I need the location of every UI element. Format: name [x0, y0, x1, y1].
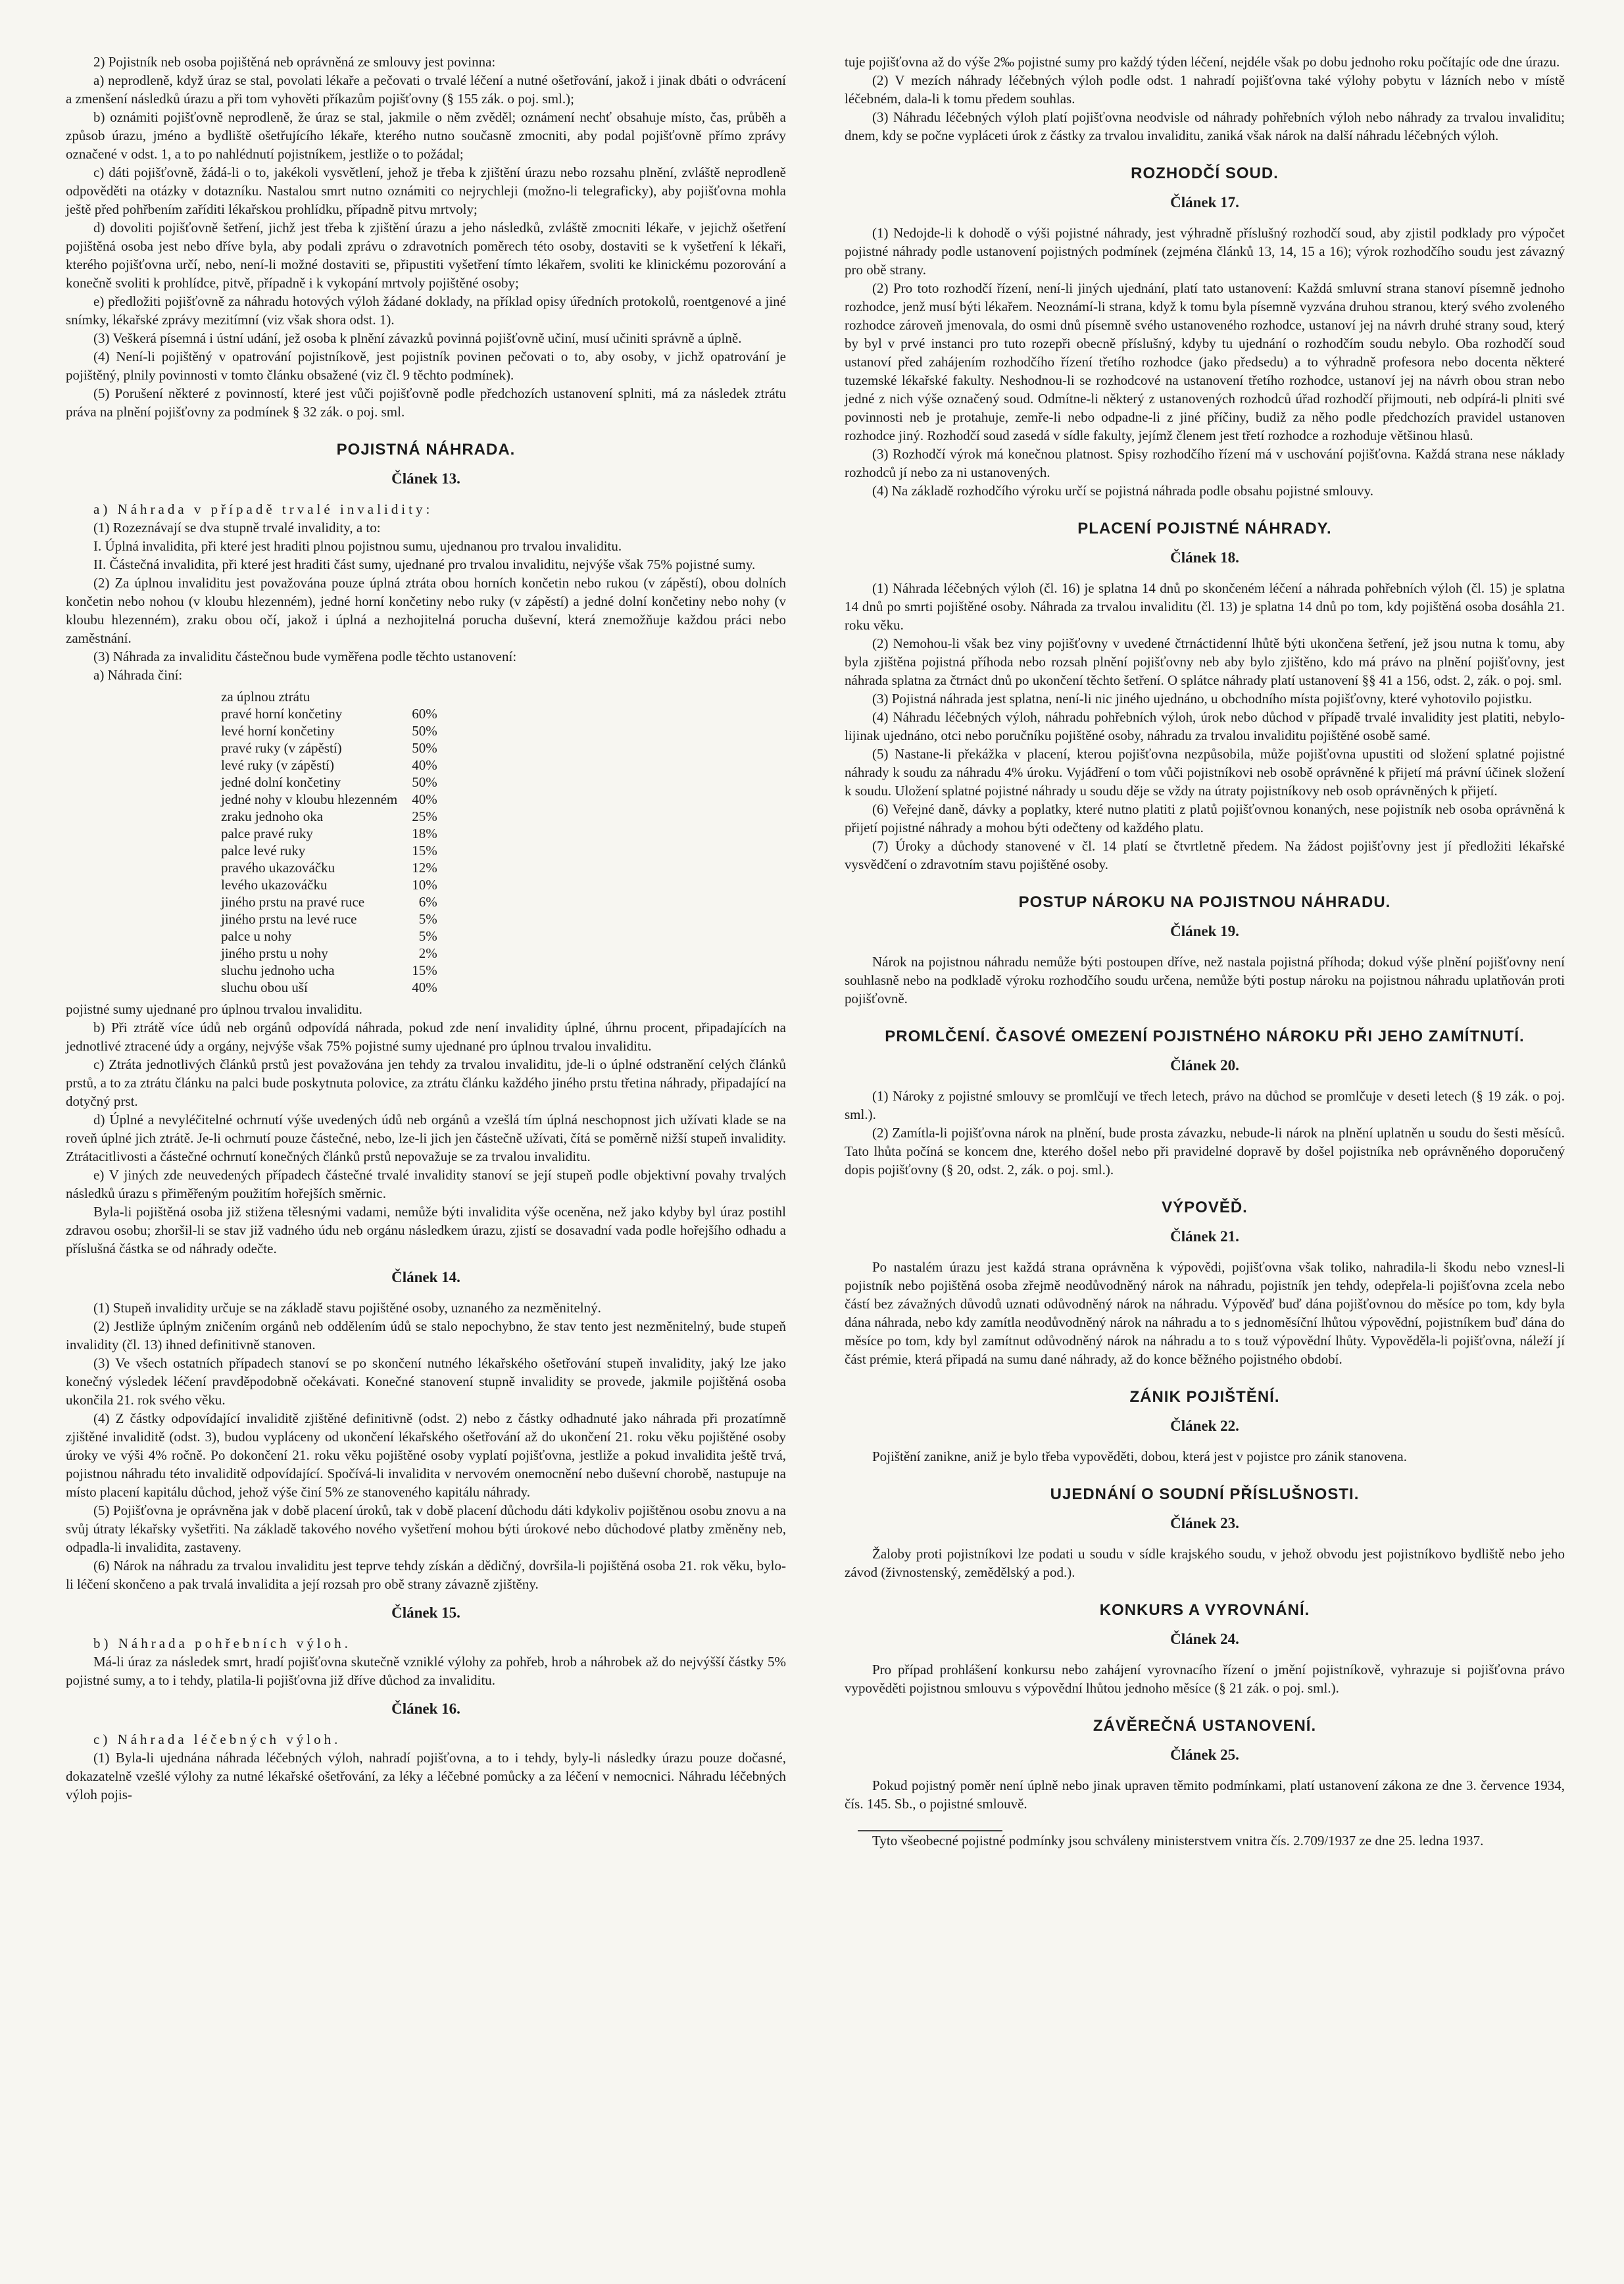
article-heading-25: Článek 25.	[1170, 1747, 1239, 1763]
table-row	[217, 705, 441, 722]
table-label: pravého ukazováčku	[221, 860, 335, 876]
table-row	[217, 739, 441, 757]
table-value: 12%	[412, 860, 437, 876]
paragraph: (1) Byla-li ujednána náhrada léčebných výloh, nahradí pojišťovna, a to i tehdy, byly-li následky úrazu pouze dočasné, dokazatelně vzešlé výlohy za nutné lékařské ošetřování, za léky a léčebné pomůcky a za léčení v nemocnici. Náhradu léčebných výloh pojis-	[66, 1750, 786, 1802]
article-heading-24: Článek 24.	[1170, 1631, 1239, 1647]
section-heading-postup-naroku: POSTUP NÁROKU NA POJISTNOU NÁHRADU.	[1018, 893, 1391, 911]
paragraph: 2) Pojistník neb osoba pojištěná neb oprávněná ze smlouvy jest povinna:	[93, 54, 496, 70]
table-value: 50%	[412, 723, 437, 739]
table-row	[217, 928, 441, 945]
table-label: jiného prstu u nohy	[221, 945, 328, 961]
paragraph: Žaloby proti pojistníkovi lze podati u soudu v sídle krajského soudu, v jehož obvodu jest pojistníkovo bydliště nebo jeho závod (živnostenský, zemědělský a pod.).	[845, 1546, 1565, 1580]
section-heading-konkurs: KONKURS A VYROVNÁNÍ.	[1099, 1601, 1310, 1619]
table-value: 40%	[412, 980, 437, 995]
table-row	[217, 876, 441, 893]
paragraph: (2) Jestliže úplným zničením orgánů neb oddělením údů se stalo nepochybno, že stav tento jest nezměnitelný, bude stupeň invalidity (čl. 13) ihned definitivně stanoven.	[66, 1318, 786, 1353]
section-heading-zaverecna: ZÁVĚREČNÁ USTANOVENÍ.	[1093, 1717, 1317, 1735]
table-value: 5%	[418, 911, 437, 927]
paragraph: d) Úplné a nevyléčitelné ochrnutí výše uvedených údů neb orgánů a vzešlá tím úplná neschopnost jich užívati klade se na roveň úplné jich ztrátě. Je-li ochrnutí pouze částečné, nebo, lze-li jich jen částečně užívati, čítá se poměrně nižší stupeň invalidity. Ztrátacitlivosti a částečné ochrnutí konečných článků prstů nepovažuje se za trvalou invaliditu.	[66, 1112, 786, 1164]
paragraph: e) V jiných zde neuvedených případech částečné trvalé invalidity stanoví se její stupeň podle objektivní povahy trvalých následků úrazu s přiměřeným použitím hořejších směrnic.	[66, 1167, 786, 1201]
paragraph: (6) Veřejné daně, dávky a poplatky, které nutno platiti z platů pojišťovnou konaných, nese pojistník neb osoba oprávněná k přijetí pojistné náhrady a mohou býti odečteny od každého platu.	[845, 801, 1565, 835]
article-heading-14: Článek 14.	[391, 1269, 460, 1285]
article-heading-21: Článek 21.	[1170, 1228, 1239, 1245]
table-label: pravé horní končetiny	[221, 706, 343, 722]
table-row	[217, 962, 441, 979]
table-row	[217, 722, 441, 739]
section-heading-rozhodci-soud: ROZHODČÍ SOUD.	[1131, 164, 1279, 182]
paragraph: tuje pojišťovna až do výše 2‰ pojistné sumy pro každý týden léčení, nejdéle však po dobu jednoho roku počítajíc ode dne úrazu.	[845, 54, 1560, 70]
paragraph: (1) Náhrada léčebných výloh (čl. 16) je splatna 14 dnů po skončeném léčení a náhrada pohřebních výloh (čl. 15) je splatna 14 dnů po smrti pojištěné osoby. Náhrada za trvalou invaliditu (čl. 13) je splatna 14 dnů po tom, kdy pojištěná osoba dosáhla 21. roku věku.	[845, 580, 1565, 633]
paragraph: (4) Není-li pojištěný v opatrování pojistníkově, jest pojistník povinen pečovati o to, aby osoby, v jichž opatrování je pojištěný, plnily povinnosti v tomto článku obsažené (viz čl. 9 těchto podmínek).	[66, 349, 786, 383]
paragraph: (4) Na základě rozhodčího výroku určí se pojistná náhrada podle obsahu pojistné smlouvy.	[872, 483, 1374, 499]
table-label: zraku jednoho oka	[221, 808, 324, 824]
paragraph: (5) Nastane-li překážka v placení, kterou pojišťovna nezpůsobila, může pojišťovna upustiti od složení splatné pojistné náhrady k soudu za náhradu 4% úroku. Vyjádření o tom vůči pojistníkovi neb osobě oprávněné k přijetí má právní účinek složení k soudu. Uložení splatné pojistné náhrady u soudu děje se vždy na útraty pojistníkovy neb osob oprávněných k přijetí.	[845, 746, 1565, 799]
paragraph: b) Náhrada pohřebních výloh.	[93, 1635, 351, 1651]
paragraph: (5) Porušení některé z povinností, které jest vůči pojišťovně podle předchozích ustanovení splniti, má za následek ztrátu práva na plnění pojišťovny za podmínek § 32 zák. o poj. sml.	[66, 385, 786, 420]
paragraph: (3) Pojistná náhrada jest splatna, není-li nic jiného ujednáno, u obchodního místa pojišťovny, které vyhotovilo pojistku.	[872, 691, 1533, 707]
table-label: levé horní končetiny	[221, 723, 335, 739]
paragraph: II. Částečná invalidita, při které jest hraditi část sumy, ujednané pro trvalou invaliditu, nejvýše však 75% pojistné sumy.	[93, 557, 756, 572]
table-row	[217, 808, 441, 825]
table-label: sluchu obou uší	[221, 980, 308, 995]
paragraph: Byla-li pojištěná osoba již stižena tělesnými vadami, nemůže býti invalidita výše oceněna, než jako kdyby byl úraz postihl zdravou osobu; zhoršil-li se stav již vadného údu neb orgánu následkem úrazu, zjistí se dosavadní vada podle hořejšího odhadu a příslušná částka se od náhrady odečte.	[66, 1204, 786, 1256]
table-label: levé ruky (v zápěstí)	[221, 757, 335, 773]
paragraph: (2) Nemohou-li však bez viny pojišťovny v uvedené čtrnáctidenní lhůtě býti ukončena šetření, jež jsou nutna k tomu, aby byla zjištěna pojistná příhoda nebo rozsah plnění pojišťovny neb aby bylo zjištěno, kdo má právo na plnění pojišťovny, jest náhrada splatna za čtrnáct dnů po ukončení těchto šetření. O splátce náhrady platí ustanovení §§ 41 a 156, odst. 2, zák. o poj. sml.	[845, 635, 1565, 688]
article-heading-17: Článek 17.	[1170, 194, 1239, 211]
article-heading-15: Článek 15.	[391, 1604, 460, 1621]
table-value: 6%	[418, 894, 437, 910]
paragraph: (1) Stupeň invalidity určuje se na základě stavu pojištěné osoby, uznaného za nezměnitelný.	[93, 1300, 601, 1316]
paragraph: a) Náhrada v případě trvalé invalidity:	[93, 501, 433, 517]
paragraph: b) oznámiti pojišťovně neprodleně, že úraz se stal, jakmile o něm zvěděl; oznámení nechť obsahuje místo, čas, průběh a způsob úrazu, jméno a bydliště ošetřujícího lékaře, kterého nutno současně zmocniti, aby podal pojišťovně přímo zprávy označené v odst. 1, a to po nahlédnutí pojistníkem, jestliže o to požádal;	[66, 109, 786, 162]
paragraph: a) Náhrada činí:	[93, 667, 183, 683]
paragraph: (2) Zamítla-li pojišťovna nárok na plnění, bude prosta závazku, nebude-li nárok na plnění uplatněn u soudu do šesti měsíců. Tato lhůta počíná se koncem dne, kterého došel nebo při pravidelné dopravě by došel pojistníka neb oprávněného doporučený dopis pojišťovny (§ 20, odst. 2, zák. o poj. sml.).	[845, 1125, 1565, 1178]
table-row	[217, 825, 441, 842]
table-value: 15%	[412, 843, 437, 858]
paragraph: a) neprodleně, když úraz se stal, povolati lékaře a pečovati o trvalé léčení a nutné ošetřování, jakož i jinak dbáti o odvrácení a zmenšení následků úrazu a při tom vyhověti příkazům pojišťovny (§ 155 zák. o poj. sml.);	[66, 72, 786, 107]
paragraph: Pro případ prohlášení konkursu nebo zahájení vyrovnacího řízení o jmění pojistníkově, vyhrazuje si pojišťovna právo vypověděti pojistnou smlouvu s výpovědní lhůtou jednoho měsíce (§ 21 zák. o poj. sml.).	[845, 1662, 1565, 1696]
section-heading-promlceni: PROMLČENÍ. ČASOVÉ OMEZENÍ POJISTNÉHO NÁROKU PŘI JEHO ZAMÍTNUTÍ.	[885, 1028, 1525, 1045]
article-heading-22: Článek 22.	[1170, 1418, 1239, 1434]
left-column	[66, 53, 786, 2245]
paragraph: (3) Náhrada za invaliditu částečnou bude vyměřena podle těchto ustanovení:	[93, 649, 517, 664]
table-value: 2%	[418, 945, 437, 961]
paragraph: c) Ztráta jednotlivých článků prstů jest považována jen tehdy za trvalou invaliditu, jde-li o úplné odstranění celých článků prstů, a to za ztrátu článku na palci bude poskytnuta polovice, za ztrátu článku každého jiného prstu třetina náhrady, připadající na dotyčný prst.	[66, 1056, 786, 1109]
right-column	[845, 53, 1565, 2245]
paragraph: (3) Rozhodčí výrok má konečnou platnost. Spisy rozhodčího řízení má v uschování pojišťovna. Každá strana nese náklady rozhodců jí nebo za ni ustanovených.	[845, 446, 1565, 480]
approval-note: Tyto všeobecné pojistné podmínky jsou schváleny ministerstvem vnitra čís. 2.709/1937 ze dne 25. ledna 1937.	[872, 1833, 1484, 1849]
compensation-percent-table	[217, 688, 441, 996]
table-row	[217, 910, 441, 928]
paragraph: (1) Nároky z pojistné smlouvy se promlčují ve třech letech, právo na důchod se promlčuje v deseti letech (§ 19 zák. o poj. sml.).	[845, 1088, 1565, 1122]
table-label: levého ukazováčku	[221, 877, 328, 893]
table-label: jedné nohy v kloubu hlezenném	[221, 791, 398, 807]
table-value: 18%	[412, 826, 437, 841]
table-value: 40%	[412, 791, 437, 807]
table-label: pravé ruky (v zápěstí)	[221, 740, 342, 756]
article-heading-18: Článek 18.	[1170, 549, 1239, 566]
table-label: jedné dolní končetiny	[221, 774, 341, 790]
paragraph: (3) Náhradu léčebných výloh platí pojišťovna neodvisle od náhrady pohřebních výloh nebo náhrady za trvalou invaliditu; dnem, kdy se počne vypláceti úrok z částky za trvalou invaliditu, zaniká však nárok na další náhradu léčebných výloh.	[845, 109, 1565, 143]
article-heading-19: Článek 19.	[1170, 923, 1239, 939]
paragraph: (2) V mezích náhrady léčebných výloh podle odst. 1 nahradí pojišťovna také výlohy pobytu v lázních nebo v místě léčebném, dala-li k tomu předem souhlas.	[845, 72, 1565, 107]
paragraph: Má-li úraz za následek smrt, hradí pojišťovna skutečně vzniklé výlohy za pohřeb, hrob a náhrobek až do nejvýšší částky 5% pojistné sumy, a to i tehdy, platila-li pojišťovna již dříve důchod za invaliditu.	[66, 1654, 786, 1688]
article-heading-16: Článek 16.	[391, 1701, 460, 1717]
table-label: palce pravé ruky	[221, 826, 313, 841]
paragraph: (1) Nedojde-li k dohodě o výši pojistné náhrady, jest výhradně příslušný rozhodčí soud, aby zjistil podklady pro výpočet pojistné náhrady podle ustanovení pojistných podmínek (zejména článků 13, 14, 15 a 16); výrok rozhodčího soudu jest závazný pro obě strany.	[845, 225, 1565, 278]
table-value: 40%	[412, 757, 437, 773]
paragraph: (3) Ve všech ostatních případech stanoví se po skončení nutného lékařského ošetřování stupeň invalidity, jaký lze jako konečný výsledek léčení pravděpodobně očekávati. Konečné stanovení stupně invalidity se provede, jakmile pojištěná osoba ukončila 21. rok svého věku.	[66, 1355, 786, 1408]
table-row	[217, 774, 441, 791]
paragraph: (6) Nárok na náhradu za trvalou invaliditu jest teprve tehdy získán a dědičný, dovršila-li pojištěná osoba 21. rok věku, bylo-li léčení skončeno a pak trvalá invalidita a její rozsah pro obě strany závazně zjištěny.	[66, 1558, 786, 1592]
table-value: 25%	[412, 808, 437, 824]
paragraph: Nárok na pojistnou náhradu nemůže býti postoupen dříve, než nastala pojistná příhoda; dokud výše plnění pojišťovny není souhlasně nebo na podkladě výroku rozhodčího soudu určena, nemůže býti postup nároku na pojistnou náhradu uplatňován proti pojišťovně.	[845, 954, 1565, 1006]
table-row	[217, 842, 441, 859]
section-heading-placeni: PLACENÍ POJISTNÉ NÁHRADY.	[1077, 520, 1332, 537]
section-heading-ujednani: UJEDNÁNÍ O SOUDNÍ PŘÍSLUŠNOSTI.	[1050, 1485, 1360, 1503]
paragraph: (4) Z částky odpovídající invaliditě zjištěné definitivně (odst. 2) nebo z částky odhadnuté jako náhrada při prozatímně zjištěné invaliditě (odst. 3), budou vypláceny od ukončení lékařského ošetřování až do ukončení 21. roku věku pojištěné osoby úroky ve výši 4% ročně. Po dokončení 21. roku věku pojištěné osoby vyplatí pojišťovna, jestliže a pokud invalidita ještě trvá, pojistnou náhradu této invaliditě odpovídající. Spočívá-li invalidita v nervovém onemocnění nebo duševní chorobě, nastupuje na místo placení kapitálu důchod, jehož výše činí 5% ze stanoveného kapitálu náhrady.	[66, 1410, 786, 1500]
table-header-row	[217, 688, 441, 705]
table-label: jiného prstu na levé ruce	[221, 911, 357, 927]
paragraph: I. Úplná invalidita, při které jest hraditi plnou pojistnou sumu, ujednanou pro trvalou invaliditu.	[93, 538, 622, 554]
paragraph: (2) Za úplnou invaliditu jest považována pouze úplná ztráta obou horních končetin nebo rukou (v zápěstí), obou dolních končetin nebo nohou (v kloubu hlezenném), jedné horní končetiny nebo ruky (v zápěstí) a jedné dolní končetiny nebo nohy (v kloubu hlezenném), zraku obou očí, jakož i úplná a nezhojitelná porucha duševní, která znemožňuje každou práci nebo zaměstnání.	[66, 575, 786, 646]
table-row	[217, 893, 441, 910]
table-label: palce u nohy	[221, 928, 292, 944]
paragraph: c) Náhrada léčebných výloh.	[93, 1731, 341, 1747]
table-row	[217, 859, 441, 876]
table-value: 60%	[412, 706, 437, 722]
paragraph: Pokud pojistný poměr není úplně nebo jinak upraven těmito podmínkami, platí ustanovení zákona ze dne 3. července 1934, čís. 145. Sb., o pojistné smlouvě.	[845, 1777, 1565, 1812]
article-heading-13: Článek 13.	[391, 470, 460, 487]
paragraph: pojistné sumy ujednané pro úplnou trvalou invaliditu.	[66, 1001, 362, 1017]
table-label: palce levé ruky	[221, 843, 306, 858]
table-value: 50%	[412, 740, 437, 756]
table-row	[217, 791, 441, 808]
article-heading-23: Článek 23.	[1170, 1515, 1239, 1531]
paragraph: (1) Rozeznávají se dva stupně trvalé invalidity, a to:	[93, 520, 381, 535]
table-value: 5%	[418, 928, 437, 944]
paragraph: (3) Veškerá písemná i ústní udání, jež osoba k plnění závazků povinná pojišťovně učiní, musí učiniti správně a úplně.	[93, 330, 742, 346]
paragraph: (7) Úroky a důchody stanovené v čl. 14 platí se čtvrtletně předem. Na žádost pojišťovny jest jí předložiti lékařské vysvědčení o zdravotním stavu pojištěné osoby.	[845, 838, 1565, 872]
table-row	[217, 945, 441, 962]
table-row	[217, 757, 441, 774]
table-cell: za úplnou ztrátu	[221, 689, 310, 705]
article-heading-20: Článek 20.	[1170, 1057, 1239, 1074]
paragraph: e) předložiti pojišťovně za náhradu hotových výloh žádané doklady, na příklad opisy úředních protokolů, roentgenové a jiné snímky, lékařské zprávy mezitímní (viz však shora odst. 1).	[66, 293, 786, 328]
section-heading-zanik: ZÁNIK POJIŠTĚNÍ.	[1129, 1388, 1280, 1406]
paragraph: (4) Náhradu léčebných výloh, náhradu pohřebních výloh, úrok nebo důchod v případě trvalé invalidity jest platiti, nebylo-lijinak ujednáno, otci nebo poručníku pojištěné osoby, náhradu za trvalou invaliditu pojištěné osobě samé.	[845, 709, 1565, 743]
table-value: 15%	[412, 962, 437, 978]
paragraph: d) dovoliti pojišťovně šetření, jichž jest třeba k zjištění úrazu a jeho následků, zvláště zmocniti lékaře, v jejichž ošetření pojištěná osoba jest nebo dříve byla, aby podali zprávu o zdravotních poměrech této osoby, dostaviti se k vyšetření k lékaři, kterého pojišťovna určí, nebo, není-li možné dostaviti se, připustiti vyšetření tímto lékařem, svoliti ke klinickému pozorování a konečně svoliti k prohlídce, pitvě, případně i k vykopání mrtvoly pojištěné osoby;	[66, 220, 786, 291]
section-heading-pojistna-nahrada: POJISTNÁ NÁHRADA.	[336, 441, 516, 459]
table-value: 10%	[412, 877, 437, 893]
paragraph: (2) Pro toto rozhodčí řízení, není-li jiných ujednání, platí tato ustanovení: Každá smluvní strana stanoví písemně jednoho rozhodce, jenž musí býti lékařem. Neoznámí-li strana, když k tomu byla písemně vyzvána druhou stranou, který svého zvoleného rozhodce zároveň jmenovala, do osmi dnů písemně svého ustanoveného rozhodce, ustanoví jej na návrh druhé strany soud, který by byl v prvé instanci pro tuto rozepři obecně příslušný, kdyby tu ujednání o rozhodčím soudu nebylo. Oba rozhodčí soud ustanoví před zahájením rozhodčího řízení třetího rozhodce (jako předsedu) a to výhradně profesora nebo docenta některé tuzemské lékařské fakulty. Neshodnou-li se rozhodcové na ustanovení třetího rozhodce, ustanoví jej na návrh obou stran nebo jedné z nich výše označený soud. Odmítne-li některý z ustanovených rozhodců úřad rozhodčí přijmouti, neb odpírá-li plniti své povinnosti neb je protahuje, zemře-li nebo odpadne-li z jiné příčiny, budiž za něho podle předchozích pravidel ustanoven rozhodce jiný. Rozhodčí soud zasedá v sídle fakulty, jejímž členem jest třetí rozhodce a rozhoduje většinou hlasů.	[845, 280, 1565, 443]
table-row	[217, 979, 441, 996]
table-value: 50%	[412, 774, 437, 790]
section-heading-vypoved: VÝPOVĚĎ.	[1162, 1199, 1248, 1216]
paragraph: b) Při ztrátě více údů neb orgánů odpovídá náhrada, pokud zde není invalidity úplné, úhrnu procent, připadajících na jednotlivé ztracené údy a orgány, nejvýše však 75% pojistné sumy ujednané pro úplnou trvalou invaliditu.	[66, 1020, 786, 1054]
table-label: sluchu jednoho ucha	[221, 962, 335, 978]
paragraph: Pojištění zanikne, aniž je bylo třeba vypověděti, dobou, která jest v pojistce pro zánik stanovena.	[872, 1449, 1407, 1464]
paragraph: Po nastalém úrazu jest každá strana oprávněna k výpovědi, pojišťovna však toliko, nahradila-li škodu nebo vznesl-li pojistník nebo pojištěná osoba zřejmě neodůvodněný nárok na náhradu, pojistník jen tehdy, odepřela-li pojišťovna zcela nebo částí bez závažných důvodů uznati odůvodněný nárok na náhradu. Výpověď buď dána pojišťovnou do měsíce po tom, kdy byla dána náhrada, nebo kdy zamítla neodůvodněný nárok na náhradu a to s jednoměsíční lhůtou výpovědní, pojistníkem buď dána do měsíce po tom, kdy byl zamítnut odůvodněný nárok na náhradu a to s touž výpovědní lhůty. Vypověděla-li pojišťovna, náleží jí část prémie, která připadá na sumu dané náhrady, až do konce běžného pojistného období.	[845, 1259, 1565, 1367]
table-label: jiného prstu na pravé ruce	[221, 894, 365, 910]
paragraph: (5) Pojišťovna je oprávněna jak v době placení úroků, tak v době placení důchodu dáti kdykoliv pojištěnou osobu znovu a na svůj útraty lékařsky vyšetřiti. Na základě takového nového vyšetření mohou býti úrokové nebo důchodové platby změněny neb, odpadla-li invalidita, zastaveny.	[66, 1502, 786, 1555]
paragraph: c) dáti pojišťovně, žádá-li o to, jakékoli vysvětlení, jehož je třeba k zjištění úrazu nebo rozsahu plnění, zvláště neprodleně odpověděti na otázky v dotazníku. Nastalou smrt nutno oznámiti co nejrychleji (možno-li telegraficky), aby pojišťovna mohla ještě před pohřbením zaříditi lékařskou prohlídku, případně pitvu mrtvoly;	[66, 164, 786, 217]
